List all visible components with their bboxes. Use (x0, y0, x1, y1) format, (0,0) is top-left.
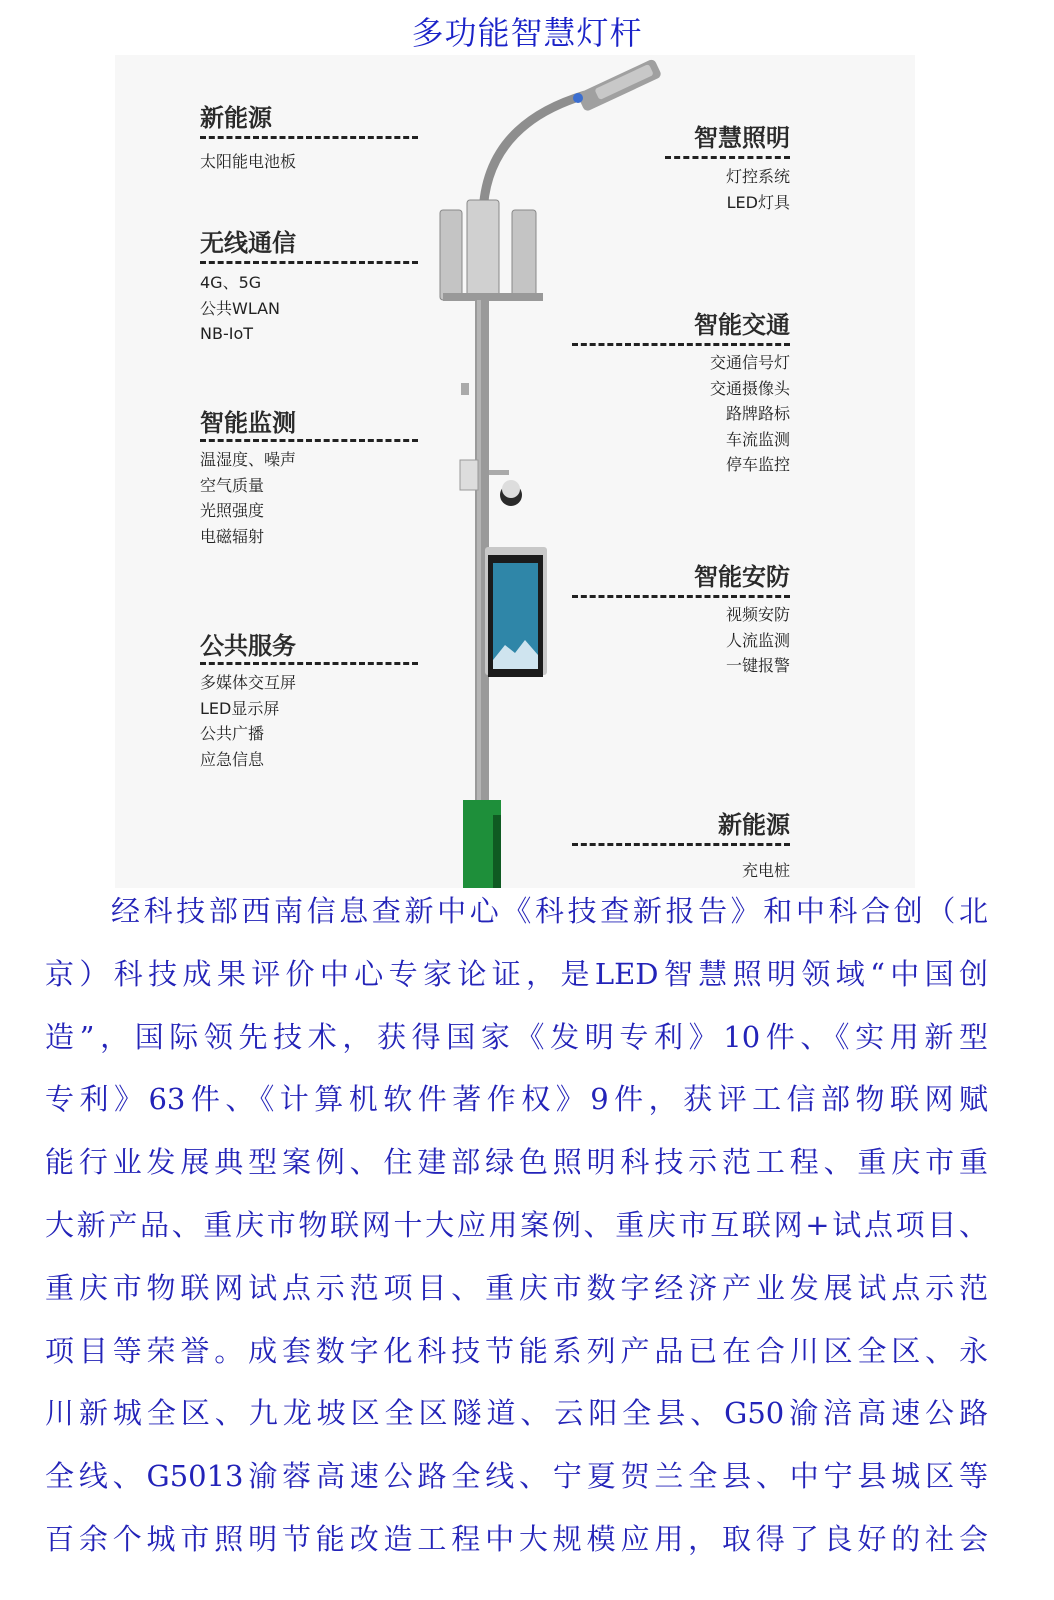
label-heading: 新能源 (718, 811, 790, 839)
text-line: 京）科技成果评价中心专家论证，是LED智慧照明领域“中国创 (45, 956, 988, 991)
label-item: 4G、5G (200, 273, 262, 292)
label-item: 交通摄像头 (709, 378, 790, 398)
label-item: NB-IoT (200, 324, 253, 343)
label-item: 交通信号灯 (709, 353, 790, 372)
label-items (200, 270, 280, 347)
divider (572, 595, 790, 598)
smart-pole-diagram (115, 55, 915, 888)
label-item: 公共广播 (200, 724, 265, 743)
label-items (710, 350, 790, 478)
text-line: 能行业发展典型案例、住建部绿色照明科技示范工程、重庆市重 (45, 1145, 988, 1180)
label-item: 空气质量 (200, 475, 265, 495)
label-heading: 智能安防 (694, 563, 790, 591)
page-title: 多功能智慧灯杆 (411, 14, 643, 52)
divider (665, 156, 790, 159)
text-line: 川新城全区、九龙坡区全区隧道、云阳全县、G50渝涪高速公路 (45, 1396, 988, 1431)
label-items (200, 447, 296, 549)
text-line: 重庆市物联网试点示范项目、重庆市数字经济产业发展试点示范 (45, 1270, 988, 1305)
text-line: 造”，国际领先技术，获得国家《发明专利》10件、《实用新型 (45, 1019, 988, 1054)
label-items (200, 149, 296, 175)
label-item: LED灯具 (726, 192, 790, 212)
label-heading: 智能交通 (694, 311, 790, 339)
label-item: 视频安防 (725, 605, 790, 624)
text-line: 专利》63件、《计算机软件著作权》9件，获评工信部物联网赋 (45, 1082, 988, 1117)
label-item: 人流监测 (725, 630, 790, 650)
label-item: 电磁辐射 (200, 526, 265, 546)
label-items (726, 602, 790, 679)
text-line: 经科技部西南信息查新中心《科技查新报告》和中科合创（北 (111, 894, 988, 928)
label-item: 多媒体交互屏 (200, 673, 297, 692)
label-heading: 新能源 (200, 104, 272, 132)
divider (200, 662, 418, 665)
label-item: 公共WLAN (200, 298, 281, 318)
divider (572, 343, 790, 346)
label-heading: 智慧照明 (694, 124, 790, 152)
label-item: LED显示屏 (200, 698, 280, 718)
divider (572, 843, 790, 846)
label-heading: 公共服务 (200, 632, 296, 660)
label-item: 灯控系统 (725, 167, 790, 186)
label-item: 车流监测 (725, 429, 790, 449)
label-items (200, 670, 296, 772)
label-item: 太阳能电池板 (200, 152, 297, 171)
text-line: 项目等荣誉。成套数字化科技节能系列产品已在合川区全区、永 (45, 1333, 988, 1368)
text-line: 全线、G5013渝蓉高速公路全线、宁夏贺兰全县、中宁县城区等 (45, 1459, 988, 1494)
label-item: 路牌路标 (725, 404, 790, 423)
text-line: 百余个城市照明节能改造工程中大规模应用，取得了良好的社会 (45, 1521, 988, 1556)
divider (200, 136, 418, 139)
label-item: 停车监控 (725, 455, 790, 474)
label-item: 光照强度 (200, 501, 265, 520)
label-item: 一键报警 (725, 656, 790, 675)
text-line: 大新产品、重庆市物联网十大应用案例、重庆市互联网+试点项目、 (45, 1207, 988, 1242)
label-item: 充电桩 (741, 861, 790, 880)
label-heading: 无线通信 (200, 229, 296, 257)
label-item: 温湿度、噪声 (200, 450, 297, 469)
label-heading: 智能监测 (200, 409, 296, 437)
divider (200, 261, 418, 264)
label-item: 应急信息 (200, 749, 265, 769)
divider (200, 439, 418, 442)
label-items (726, 164, 790, 215)
body-paragraph (45, 880, 988, 1571)
